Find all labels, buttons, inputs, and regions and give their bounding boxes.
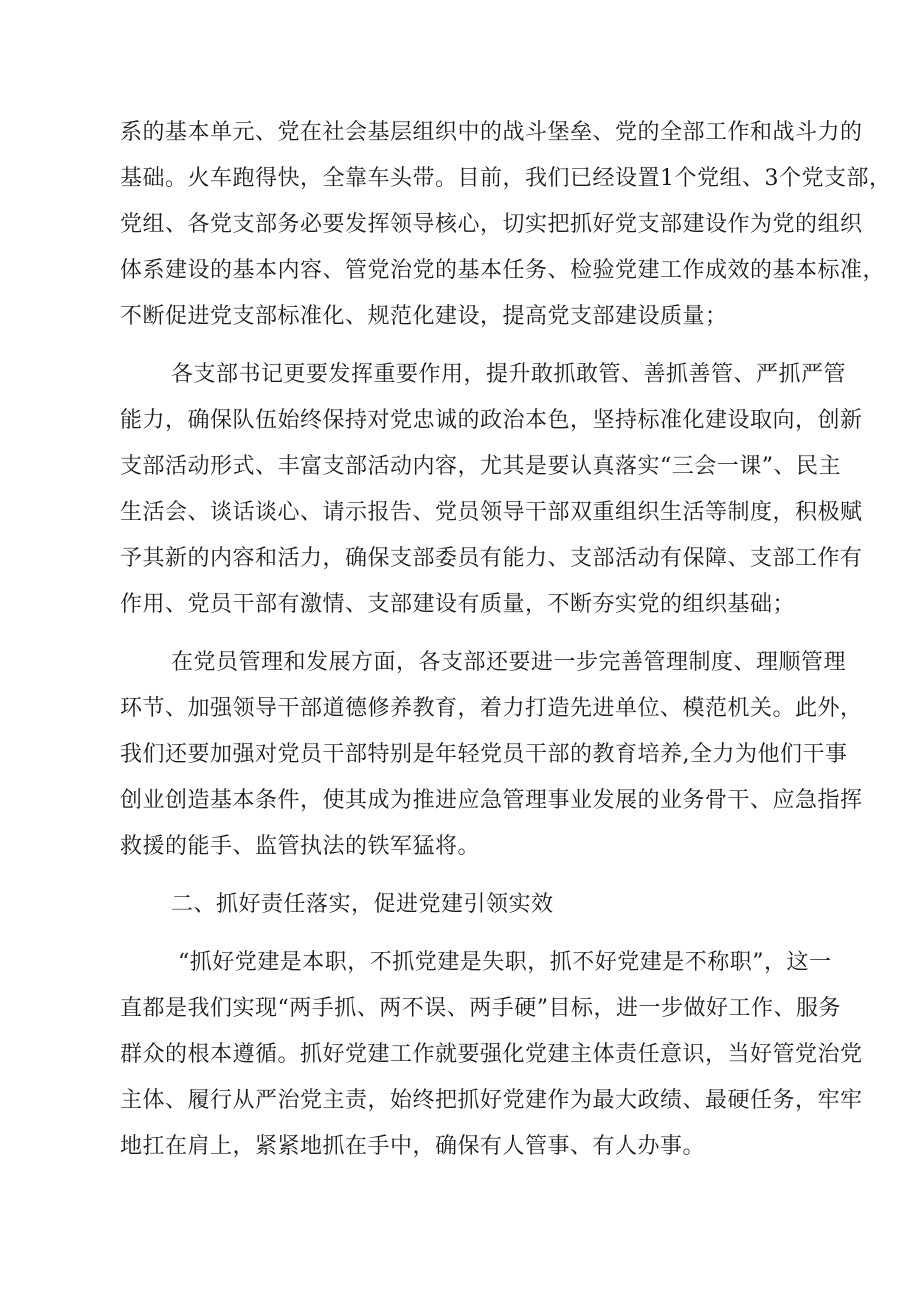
text-line: 我们还要加强对党员干部特别是年轻党员干部的教育培养,全力为他们干事 [120, 742, 848, 767]
paragraph-2 [120, 352, 863, 628]
text-line: 环节、加强领导干部道德修养教育，着力打造先进单位、模范机关。此外， [120, 696, 863, 721]
text-line: 党组、各党支部务必要发挥领导核心，切实把抓好党支部建设作为党的组织 [120, 212, 863, 237]
text-line: 予其新的内容和活力，确保支部委员有能力、支部活动有保障、支部工作有 [120, 546, 863, 571]
text-line: “抓好党建是本职，不抓党建是失职，抓不好党建是不称职”，这一 [178, 950, 832, 975]
text-line: 各支部书记更要发挥重要作用，提升敢抓敢管、善抓善管、严抓严管 [171, 362, 847, 387]
text-line: 救援的能手、监管执法的铁军猛将。 [120, 834, 481, 859]
text-line: 能力，确保队伍始终保持对党忠诚的政治本色，坚持标准化建设取向，创新 [120, 408, 863, 433]
text-line: 作用、党员干部有激情、支部建设有质量，不断夯实党的组织基础； [120, 592, 796, 617]
text-line: 支部活动形式、丰富支部活动内容，尤其是要认真落实“三会一课”、民主 [120, 454, 841, 479]
text-line: 群众的根本遵循。抓好党建工作就要强化党建主体责任意识，当好管党治党 [120, 1042, 863, 1067]
paragraph-5 [120, 940, 863, 1170]
paragraph-1 [120, 110, 892, 340]
text-line: 主体、履行从严治党主责，始终把抓好党建作为最大政绩、最硬任务，牢牢 [120, 1088, 863, 1113]
text-line: 在党员管理和发展方面，各支部还要进一步完善管理制度、理顺管理 [171, 650, 847, 675]
heading-text: 二、抓好责任落实，促进党建引领实效 [171, 892, 554, 917]
text-line: 体系建设的基本内容、管党治党的基本任务、检验党建工作成效的基本标准， [120, 258, 886, 283]
text-line: 生活会、谈话谈心、请示报告、党员领导干部双重组织生活等制度，积极赋 [120, 500, 863, 525]
text-line: 不断促进党支部标准化、规范化建设，提高党支部建设质量； [120, 304, 728, 329]
text-line: 直都是我们实现“两手抓、两不误、两手硬”目标，进一步做好工作、服务 [120, 996, 841, 1021]
text-line: 创业创造基本条件，使其成为推进应急管理事业发展的业务骨干、应急指挥 [120, 788, 863, 813]
paragraph-3 [120, 640, 863, 870]
text-line: 基础。火车跑得快，全靠车头带。目前，我们已经设置1个党组、3个党支部， [120, 166, 892, 191]
document-body [120, 110, 892, 1182]
text-line: 地扛在肩上，紧紧地抓在手中，确保有人管事、有人办事。 [120, 1134, 706, 1159]
text-line: 系的基本单元、党在社会基层组织中的战斗堡垒、党的全部工作和战斗力的 [120, 120, 863, 145]
section-heading [120, 882, 800, 928]
